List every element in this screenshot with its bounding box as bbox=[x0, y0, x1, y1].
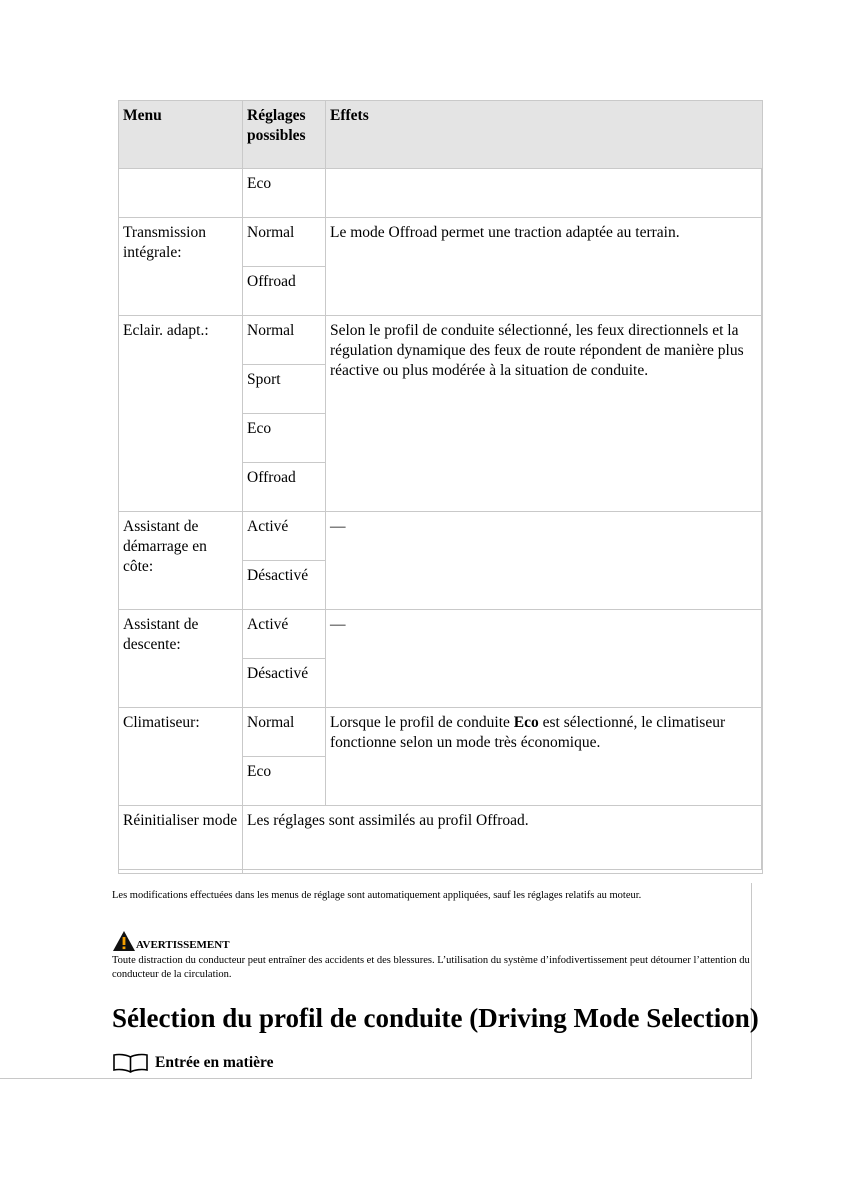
settings-table bbox=[118, 100, 763, 874]
effect-text: Lorsque le profil de conduite bbox=[330, 714, 514, 731]
menu-cell: Assistant de démarrage en côte: bbox=[119, 512, 243, 610]
setting-cell: Eco bbox=[243, 414, 326, 463]
warning-title: AVERTISSEMENT bbox=[136, 939, 230, 951]
setting-cell: Eco bbox=[243, 169, 326, 218]
table-row bbox=[119, 806, 763, 874]
setting-cell: Désactivé bbox=[243, 561, 326, 610]
table-header-row bbox=[119, 101, 763, 169]
warning-heading bbox=[112, 930, 230, 952]
table-row bbox=[119, 218, 763, 267]
menu-cell: Réinitialiser mode bbox=[119, 806, 243, 874]
effect-cell: — bbox=[326, 610, 763, 708]
table-row bbox=[119, 316, 763, 365]
intro-title: Entrée en matière bbox=[155, 1054, 274, 1071]
table-row bbox=[119, 512, 763, 561]
effect-highlight: Eco bbox=[513, 714, 539, 731]
header-effects: Effets bbox=[326, 101, 763, 169]
setting-cell: Activé bbox=[243, 610, 326, 659]
effect-cell bbox=[326, 169, 763, 218]
effect-cell: — bbox=[326, 512, 763, 610]
menu-cell: Eclair. adapt.: bbox=[119, 316, 243, 512]
table-row bbox=[119, 708, 763, 757]
header-settings: Réglages possibles bbox=[243, 101, 326, 169]
setting-cell: Offroad bbox=[243, 463, 326, 512]
setting-cell: Sport bbox=[243, 365, 326, 414]
warning-triangle-icon bbox=[112, 930, 136, 952]
effect-text: est sélectionné, le climatiseur fonctionne selon un mode très économique. bbox=[330, 714, 726, 751]
header-menu: Menu bbox=[119, 101, 243, 169]
section-title: Sélection du profil de conduite (Driving Mode Selection) bbox=[112, 1003, 759, 1033]
warning-text: Toute distraction du conducteur peut entraîner des accidents et des blessures. L’utilisation du système d’infodivertissement peut détourner l’attention du conducteur de la circulation. bbox=[112, 955, 750, 980]
effect-cell: Selon le profil de conduite sélectionné, les feux directionnels et la régulation dynamique des feux de route répondent de manière plus réactive ou plus modérée à la situation de conduite. bbox=[326, 316, 763, 512]
menu-cell: Climatiseur: bbox=[119, 708, 243, 806]
effect-cell: Le mode Offroad permet une traction adaptée au terrain. bbox=[326, 218, 763, 316]
table-row bbox=[119, 169, 763, 218]
setting-cell: Offroad bbox=[243, 267, 326, 316]
setting-cell: Désactivé bbox=[243, 659, 326, 708]
settings-note: Les modifications effectuées dans les menus de réglage sont automatiquement appliquées, sauf les réglages relatifs au moteur. bbox=[112, 890, 642, 901]
effect-cell: Les réglages sont assimilés au profil Offroad. bbox=[243, 806, 763, 874]
setting-cell: Normal bbox=[243, 218, 326, 267]
menu-cell: Assistant de descente: bbox=[119, 610, 243, 708]
menu-cell bbox=[119, 169, 243, 218]
open-book-icon bbox=[112, 1053, 149, 1073]
setting-cell: Normal bbox=[243, 708, 326, 757]
setting-cell: Eco bbox=[243, 757, 326, 806]
menu-cell: Transmission intégrale: bbox=[119, 218, 243, 316]
table-row bbox=[119, 610, 763, 659]
setting-cell: Normal bbox=[243, 316, 326, 365]
effect-cell bbox=[326, 708, 763, 806]
intro-heading bbox=[112, 1053, 274, 1073]
setting-cell: Activé bbox=[243, 512, 326, 561]
